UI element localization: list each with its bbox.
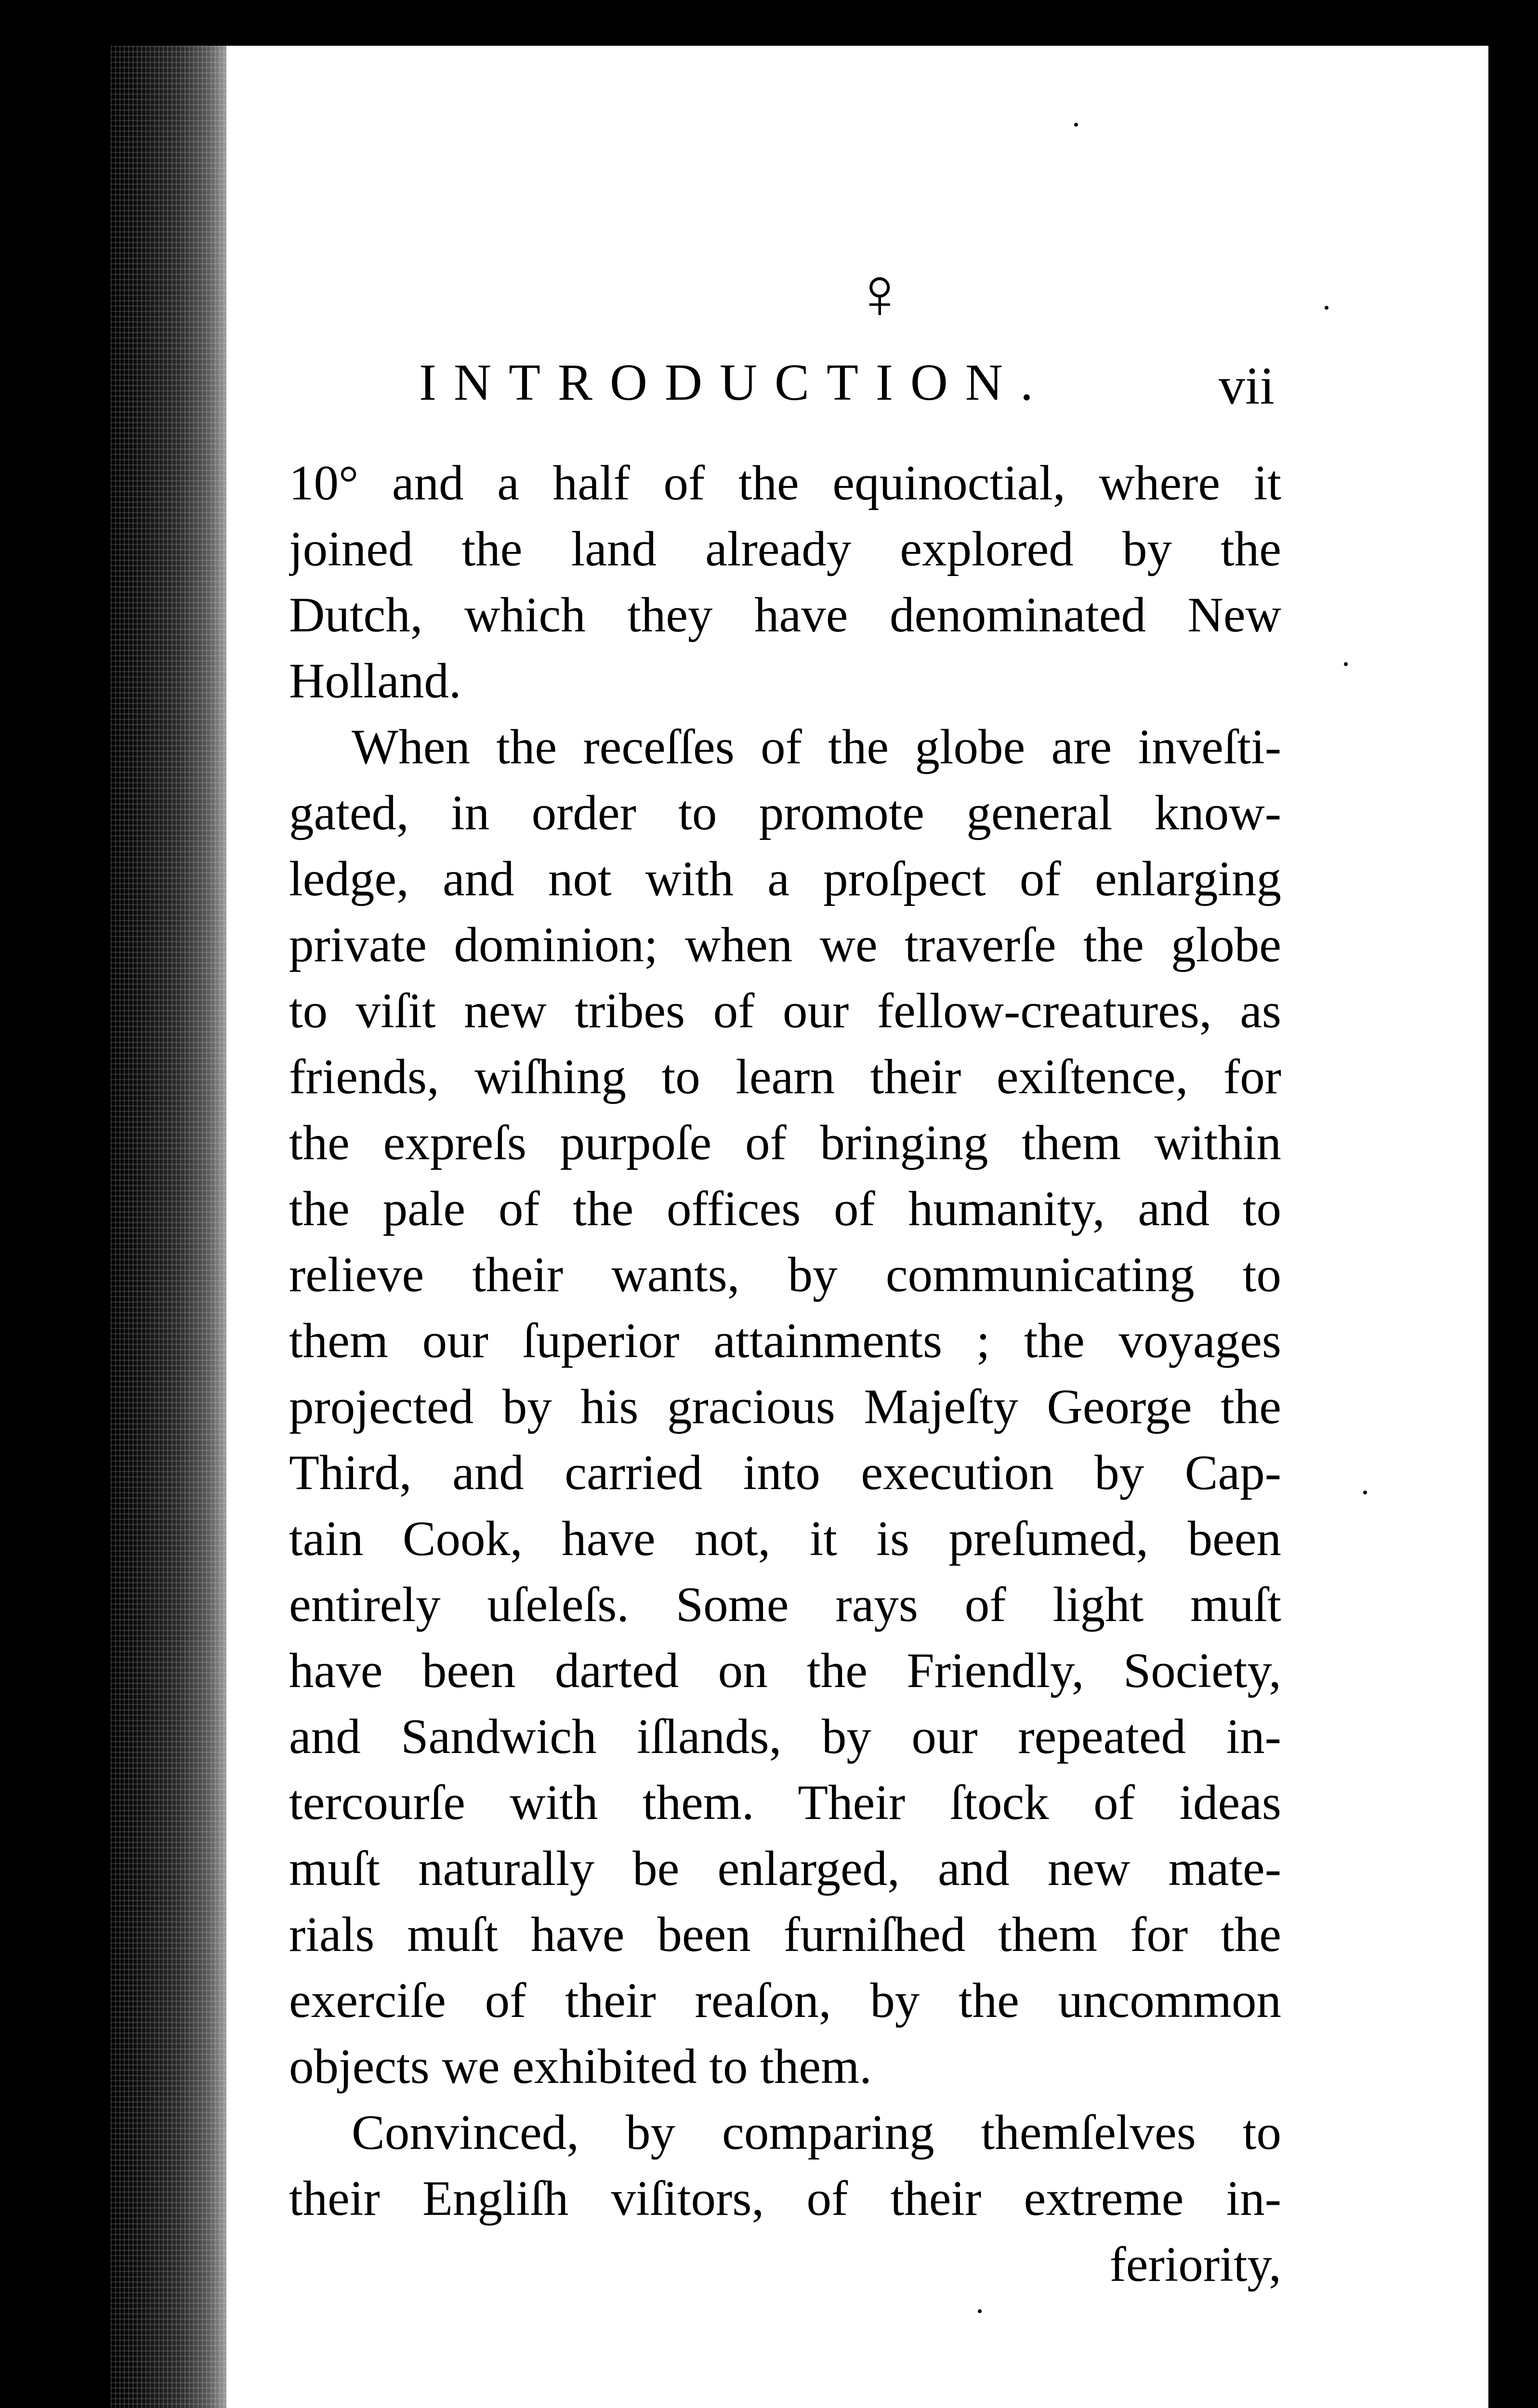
ink-speck: [1325, 306, 1328, 310]
book-page: [111, 46, 1488, 2408]
page-number: vii: [1219, 356, 1275, 415]
text-line: ledge, and not with a proſpect of enlarging: [289, 851, 1281, 906]
body-text: [289, 450, 1281, 2298]
text-line: tain Cook, have not, it is preſumed, been: [289, 1511, 1281, 1566]
text-line: the pale of the offices of humanity, and to: [289, 1181, 1281, 1236]
ink-flourish-mark: ♀: [853, 254, 907, 334]
ink-speck: [1344, 662, 1348, 666]
paragraph-start-line: Convinced, by comparing themſelves to: [352, 2105, 1281, 2160]
text-line: Holland.: [289, 654, 461, 708]
text-line: them our ſuperior attainments ; the voyages: [289, 1313, 1281, 1368]
ink-speck: [978, 2309, 982, 2313]
text-line: Dutch, which they have denominated New: [289, 588, 1281, 642]
text-line: the expreſs purpoſe of bringing them within: [289, 1115, 1281, 1170]
text-line: their Engliſh viſitors, of their extreme in-: [289, 2171, 1281, 2226]
text-line: objects we exhibited to them.: [289, 2039, 872, 2094]
catchword: feriority,: [1109, 2237, 1281, 2292]
running-head: INTRODUCTION.: [419, 354, 1051, 411]
text-line: Third, and carried into execution by Cap-: [289, 1445, 1281, 1500]
text-line: relieve their wants, by communicating to: [289, 1247, 1281, 1302]
page-gutter-shadow: [111, 46, 226, 2408]
text-line: projected by his gracious Majeſty George the: [289, 1379, 1281, 1434]
text-line: have been darted on the Friendly, Society,: [289, 1643, 1281, 1698]
text-line: to viſit new tribes of our fellow-creatures, as: [289, 983, 1281, 1038]
text-line: and Sandwich iſlands, by our repeated in-: [289, 1709, 1281, 1764]
text-line: tercourſe with them. Their ſtock of ideas: [289, 1775, 1281, 1830]
text-line: joined the land already explored by the: [289, 522, 1281, 576]
text-line: entirely uſeleſs. Some rays of light muſt: [289, 1577, 1281, 1632]
ink-speck: [1074, 123, 1078, 127]
paragraph-start-line: When the receſſes of the globe are inveſti-: [352, 720, 1281, 774]
text-line: exerciſe of their reaſon, by the uncommon: [289, 1973, 1281, 2028]
ink-speck: [1363, 1491, 1367, 1494]
text-line: 10° and a half of the equinoctial, where it: [289, 456, 1281, 510]
text-line: private dominion; when we traverſe the globe: [289, 917, 1281, 972]
text-line: friends, wiſhing to learn their exiſtence, for: [289, 1049, 1281, 1104]
text-line: rials muſt have been furniſhed them for the: [289, 1907, 1281, 1962]
text-line: gated, in order to promote general know-: [289, 785, 1281, 840]
text-line: muſt naturally be enlarged, and new mate-: [289, 1841, 1281, 1896]
